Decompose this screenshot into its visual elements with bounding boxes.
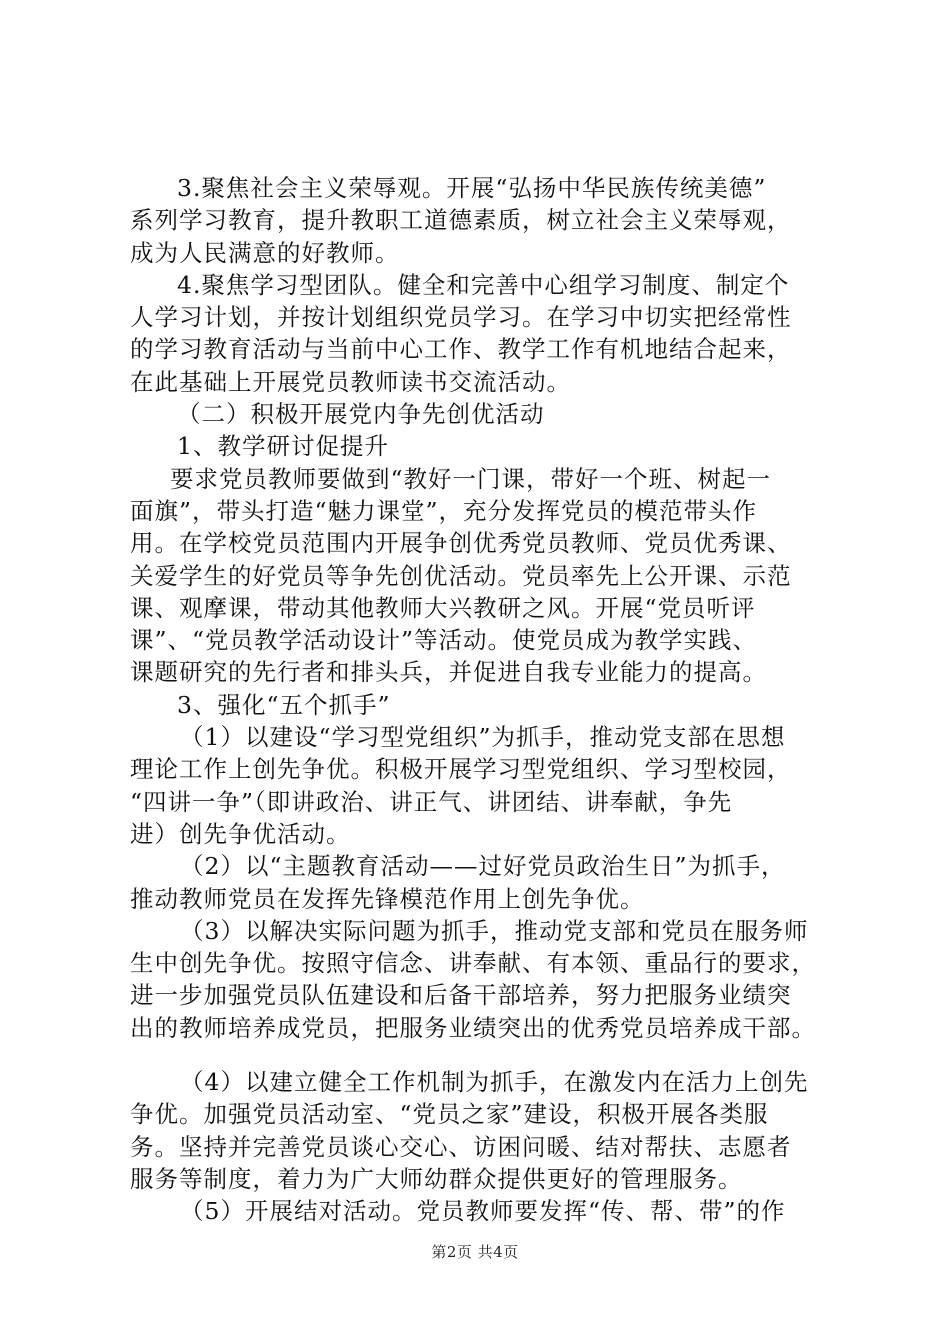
paragraph-line: 要求党员教师要做到“教好一门课，带好一个班、树起一 — [170, 464, 772, 493]
paragraph-line: 课题研究的先行者和排头兵，并促进自我专业能力的提高。 — [130, 658, 767, 687]
paragraph-line: 课”、“党员教学活动设计”等活动。使党员成为教学实践、 — [130, 626, 758, 655]
paragraph-line: 出的教师培养成党员，把服务业绩突出的优秀党员培养成干部。 — [130, 1013, 816, 1042]
paragraph-line: 生中创先争优。按照守信念、讲奉献、有本领、重品行的要求， — [130, 949, 816, 978]
paragraph-line: （3）以解决实际问题为抓手，推动党支部和党员在服务师 — [180, 916, 809, 945]
paragraph-line: 进一步加强党员队伍建设和后备干部培养，努力把服务业绩突 — [130, 981, 792, 1010]
paragraph-line: （1）以建设“学习型党组织”为抓手，推动党支部在思想 — [180, 723, 786, 752]
paragraph-line: 务。坚持并完善党员谈心交心、访困问暖、结对帮扶、志愿者 — [130, 1132, 792, 1161]
paragraph-line: 在此基础上开展党员教师读书交流活动。 — [130, 367, 571, 396]
section-heading: （二）积极开展党内争先创优活动 — [177, 400, 545, 429]
paragraph-line: 成为人民满意的好教师。 — [130, 238, 400, 267]
paragraph-line: 用。在学校党员范围内开展争创优秀党员教师、党员优秀课、 — [130, 529, 792, 558]
paragraph-line: 课、观摩课，带动其他教师大兴教研之风。开展“党员听评 — [130, 593, 756, 622]
paragraph-line: 4.聚焦学习型团队。健全和完善中心组学习制度、制定个 — [177, 270, 790, 299]
paragraph-line: 争优。加强党员活动室、“党员之家”建设，积极开展各类服 — [130, 1100, 769, 1129]
paragraph-gap — [130, 1044, 830, 1066]
paragraph-line: 进）创先争优活动。 — [130, 819, 351, 848]
page-footer — [0, 1241, 950, 1262]
paragraph-line: 理论工作上创先争优。积极开展学习型党组织、学习型校园， — [130, 755, 792, 784]
paragraph-line: （2）以“主题教育活动——过好党员政治生日”为抓手， — [180, 852, 786, 881]
subsection-heading: 1、教学研讨促提升 — [177, 432, 389, 461]
paragraph-line: 3.聚焦社会主义荣辱观。开展“弘扬中华民族传统美德” — [177, 174, 767, 202]
paragraph-line: “四讲一争”（即讲政治、讲正气、讲团结、讲奉献，争先 — [130, 787, 733, 816]
paragraph-line: 系列学习教育，提升教职工道德素质，树立社会主义荣辱观， — [130, 206, 792, 235]
paragraph-line: （4）以建立健全工作机制为抓手，在激发内在活力上创先 — [180, 1068, 809, 1097]
page-number-label: 第2页 共4页 — [431, 1243, 519, 1261]
paragraph-line: 的学习教育活动与当前中心工作、教学工作有机地结合起来， — [130, 335, 792, 364]
subsection-heading: 3、强化“五个抓手” — [177, 690, 391, 719]
paragraph-line: 推动教师党员在发挥先锋模范作用上创先争优。 — [130, 884, 645, 913]
paragraph-line: 面旗”，带头打造“魅力课堂”，充分发挥党员的模范带头作 — [130, 496, 758, 525]
paragraph-line: 人学习计划，并按计划组织党员学习。在学习中切实把经常性 — [130, 303, 792, 332]
paragraph-line: （5）开展结对活动。党员教师要发挥“传、帮、带”的作 — [180, 1197, 786, 1226]
paragraph-line: 服务等制度，着力为广大师幼群众提供更好的管理服务。 — [130, 1164, 743, 1193]
document-body — [130, 172, 830, 1228]
paragraph-line: 关爱学生的好党员等争先创优活动。党员率先上公开课、示范 — [130, 561, 792, 590]
